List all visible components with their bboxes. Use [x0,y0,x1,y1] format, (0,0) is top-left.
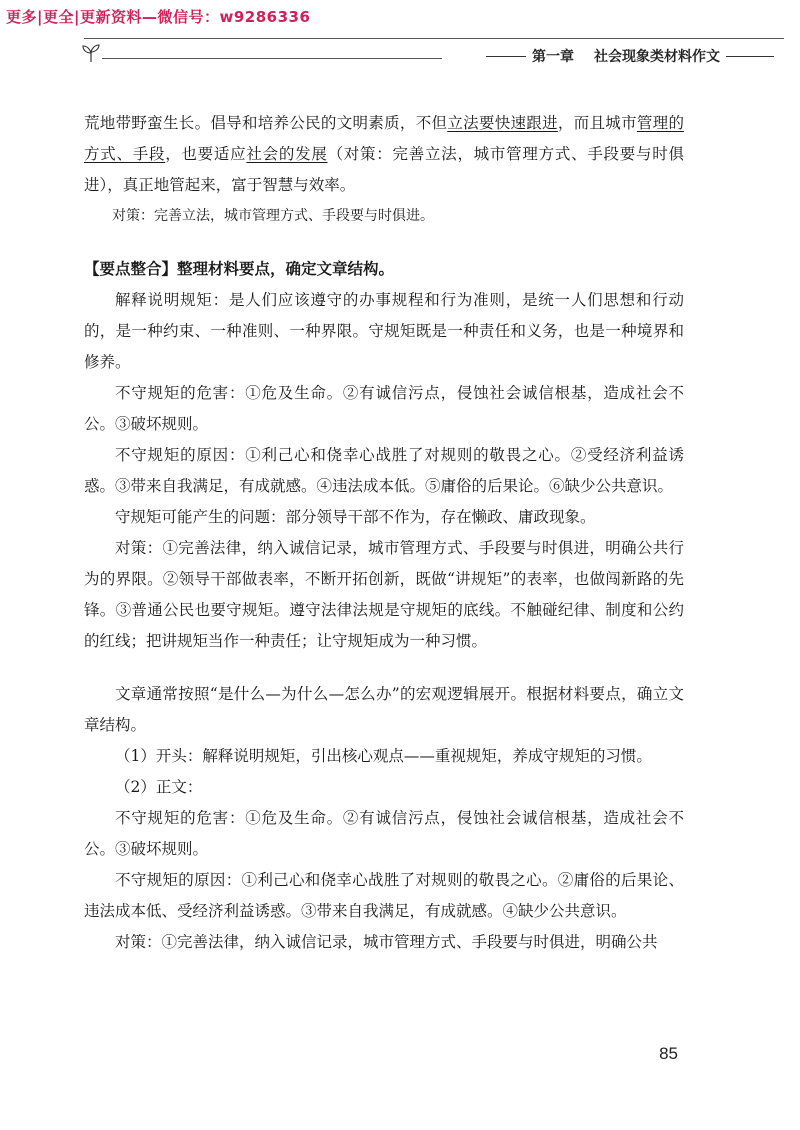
paragraph: 不守规矩的原因：①利己心和侥幸心战胜了对规则的敬畏之心。②受经济利益诱惑。③带来自我满足，有成就感。④违法成本低。⑤庸俗的后果论。⑥缺少公共意识。 [84,446,684,495]
page-body [84,108,684,958]
paragraph: 解释说明规矩：是人们应该遵守的办事规程和行为准则，是统一人们思想和行动的，是一种约束、一种准则、一种界限。守规矩既是一种责任和义务，也是一种境界和修养。 [84,291,684,371]
header-dash [726,56,774,57]
sprout-icon [80,42,102,64]
paragraph: 不守规矩的危害：①危及生命。②有诚信污点，侵蚀社会诚信根基，造成社会不公。③破坏规则。 [84,384,684,433]
paragraph: 不守规矩的原因：①利己心和侥幸心战胜了对规则的敬畏之心。②庸俗的后果论、违法成本低、受经济利益诱惑。③带来自我满足，有成就感。④缺少公共意识。 [84,871,684,920]
paragraph: 文章通常按照“是什么—为什么—怎么办”的宏观逻辑展开。根据材料要点，确立文章结构。 [84,685,684,734]
section-heading [84,254,684,285]
countermeasure-note: 对策：完善立法，城市管理方式、手段要与时俱进。 [112,208,434,224]
chapter-title: 社会现象类材料作文 [594,49,720,65]
text-span: ，而且城市 [557,114,637,132]
header-dash [486,56,526,57]
paragraph: 守规矩可能产生的问题：部分领导干部不作为，存在懒政、庸政现象。 [115,508,596,526]
paragraph: （2）正文： [115,778,203,796]
text-span: ，也要适应 [165,145,247,163]
section-heading-text: 整理材料要点，确定文章结构。 [177,260,395,278]
header-line [102,58,442,59]
paragraph: 不守规矩的危害：①危及生命。②有诚信污点，侵蚀社会诚信根基，造成社会不公。③破坏规则。 [84,809,684,858]
section-tag: 【要点整合】 [84,260,178,278]
paragraph: 对策：①完善法律，纳入诚信记录，城市管理方式、手段要与时俱进，明确公共行为的界限。②领导干部做表率，不断开拓创新，既做“讲规矩”的表率，也做闯新路的先锋。③普通公民也要守规矩。遵守法律法规是守规矩的底线。不触碰纪律、制度和公约的红线；把讲规矩当作一种责任；让守规矩成为一种习惯。 [84,539,684,650]
chapter-number: 第一章 [532,49,574,65]
underlined-text: 社会的发展 [246,145,328,163]
running-header [84,38,784,68]
chapter-heading [486,46,774,66]
page-number: 85 [659,1044,678,1063]
text-span: 荒地带野蛮生长。倡导和培养公民的文明素质，不但 [84,114,448,132]
watermark-banner: 更多|更全|更新资料—微信号：w9286336 [6,8,311,26]
paragraph-continued [84,108,684,201]
underlined-text: 管理的方式、手段 [84,114,684,163]
header-rule [84,38,784,39]
paragraph: 对策：①完善法律，纳入诚信记录，城市管理方式、手段要与时俱进，明确公共 [115,933,658,951]
underlined-text: 立法要快速跟进 [447,114,558,132]
paragraph: （1）开头：解释说明规矩，引出核心观点——重视规矩，养成守规矩的习惯。 [115,747,652,765]
text-span: （对策：完善立法，城市管理方式、手段要与时俱进），真正地管起来，富于智慧与效率。 [84,145,684,194]
